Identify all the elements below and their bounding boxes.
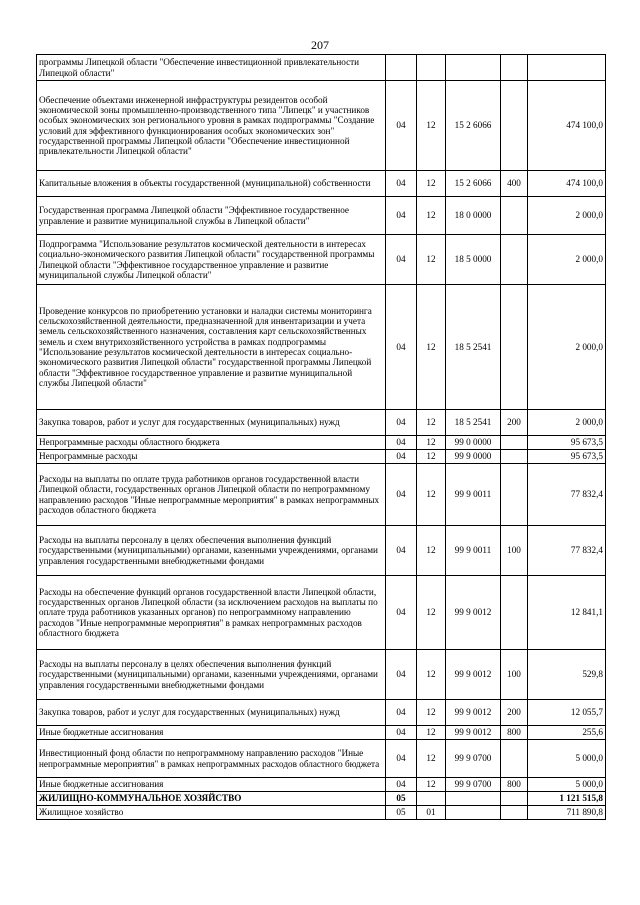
- subsection-code: 12: [417, 464, 446, 526]
- item-name: Непрограммные расходы областного бюджета: [37, 436, 386, 450]
- item-name: Жилищное хозяйство: [37, 806, 386, 820]
- amount: 1 121 515,8: [528, 792, 606, 806]
- subsection-code: 12: [417, 235, 446, 285]
- table-row: [37, 740, 606, 778]
- item-name: Закупка товаров, работ и услуг для государственных (муниципальных) нужд: [37, 410, 386, 436]
- expense-type-code: [501, 197, 528, 235]
- target-article-code: 99 9 0011: [446, 526, 501, 576]
- section-code: [386, 55, 417, 81]
- table-row: [37, 806, 606, 820]
- amount: 529,8: [528, 650, 606, 700]
- table-row: [37, 792, 606, 806]
- subsection-code: 12: [417, 650, 446, 700]
- expense-type-code: [501, 285, 528, 410]
- item-name: ЖИЛИЩНО-КОММУНАЛЬНОЕ ХОЗЯЙСТВО: [37, 792, 386, 806]
- amount: 711 890,8: [528, 806, 606, 820]
- item-name: программы Липецкой области "Обеспечение инвестиционной привлекательности Липецкой области": [37, 55, 386, 81]
- section-code: 04: [386, 576, 417, 650]
- section-code: 04: [386, 650, 417, 700]
- table-row: [37, 81, 606, 171]
- amount: 95 673,5: [528, 450, 606, 464]
- budget-table: [36, 54, 606, 820]
- amount: 5 000,0: [528, 778, 606, 792]
- target-article-code: 99 0 0000: [446, 436, 501, 450]
- target-article-code: 18 5 2541: [446, 285, 501, 410]
- subsection-code: [417, 55, 446, 81]
- expense-type-code: 100: [501, 650, 528, 700]
- amount: [528, 55, 606, 81]
- expense-type-code: [501, 235, 528, 285]
- expense-type-code: 200: [501, 700, 528, 726]
- budget-table-body: [37, 55, 606, 820]
- expense-type-code: [501, 81, 528, 171]
- amount: 95 673,5: [528, 436, 606, 450]
- expense-type-code: 800: [501, 778, 528, 792]
- target-article-code: 18 0 0000: [446, 197, 501, 235]
- item-name: Капитальные вложения в объекты государственной (муниципальной) собственности: [37, 171, 386, 197]
- subsection-code: 12: [417, 171, 446, 197]
- subsection-code: 12: [417, 450, 446, 464]
- target-article-code: 99 9 0012: [446, 576, 501, 650]
- subsection-code: 12: [417, 81, 446, 171]
- amount: 2 000,0: [528, 197, 606, 235]
- target-article-code: [446, 792, 501, 806]
- item-name: Закупка товаров, работ и услуг для государственных (муниципальных) нужд: [37, 700, 386, 726]
- subsection-code: 01: [417, 806, 446, 820]
- target-article-code: [446, 55, 501, 81]
- target-article-code: 15 2 6066: [446, 81, 501, 171]
- subsection-code: 12: [417, 410, 446, 436]
- section-code: 04: [386, 450, 417, 464]
- item-name: Государственная программа Липецкой области "Эффективное государственное управление и развитие муниципальной службы в Липецкой области": [37, 197, 386, 235]
- expense-type-code: [501, 436, 528, 450]
- table-row: [37, 285, 606, 410]
- table-row: [37, 778, 606, 792]
- item-name: Расходы на выплаты персоналу в целях обеспечения выполнения функций государственными (муниципальными) органами, казенными учреждениями, органами управления государственными внебюджетными фондами: [37, 526, 386, 576]
- expense-type-code: 800: [501, 726, 528, 740]
- target-article-code: 99 9 0012: [446, 650, 501, 700]
- target-article-code: 99 9 0011: [446, 464, 501, 526]
- table-row: [37, 55, 606, 81]
- expense-type-code: [501, 450, 528, 464]
- item-name: Иные бюджетные ассигнования: [37, 726, 386, 740]
- section-code: 04: [386, 410, 417, 436]
- item-name: Обеспечение объектами инженерной инфраструктуры резидентов особой экономической зоны промышленно-производственного типа "Липецк" и участников особых экономических зон регионального уровня в рамках подпрограммы "Создание условий для эффективного функционирования особых экономических зон" государственной программы Липецкой области "Обеспечение инвестиционной привлекательности Липецкой области": [37, 81, 386, 171]
- item-name: Инвестиционный фонд области по непрограммному направлению расходов "Иные непрограммные мероприятия" в рамках непрограммных расходов областного бюджета: [37, 740, 386, 778]
- amount: 77 832,4: [528, 464, 606, 526]
- table-row: [37, 171, 606, 197]
- subsection-code: 12: [417, 197, 446, 235]
- table-row: [37, 726, 606, 740]
- expense-type-code: [501, 464, 528, 526]
- subsection-code: 12: [417, 526, 446, 576]
- item-name: Расходы на выплаты по оплате труда работников органов государственной власти Липецкой области, государственных органов Липецкой области по непрограммному направлению расходов "Иные непрограммные мероприятия" в рамках непрограммных расходов областного бюджета: [37, 464, 386, 526]
- table-row: [37, 650, 606, 700]
- amount: 5 000,0: [528, 740, 606, 778]
- table-row: [37, 526, 606, 576]
- section-code: 04: [386, 197, 417, 235]
- amount: 12 841,1: [528, 576, 606, 650]
- section-code: 04: [386, 464, 417, 526]
- table-row: [37, 464, 606, 526]
- amount: 2 000,0: [528, 285, 606, 410]
- expense-type-code: [501, 740, 528, 778]
- table-row: [37, 700, 606, 726]
- expense-type-code: [501, 792, 528, 806]
- expense-type-code: [501, 806, 528, 820]
- section-code: 04: [386, 526, 417, 576]
- expense-type-code: 100: [501, 526, 528, 576]
- amount: 2 000,0: [528, 410, 606, 436]
- amount: 12 055,7: [528, 700, 606, 726]
- target-article-code: 99 9 0012: [446, 700, 501, 726]
- amount: 77 832,4: [528, 526, 606, 576]
- subsection-code: 12: [417, 778, 446, 792]
- subsection-code: 12: [417, 436, 446, 450]
- subsection-code: 12: [417, 576, 446, 650]
- target-article-code: 99 9 0700: [446, 778, 501, 792]
- subsection-code: [417, 792, 446, 806]
- item-name: Непрограммные расходы: [37, 450, 386, 464]
- section-code: 04: [386, 740, 417, 778]
- section-code: 04: [386, 81, 417, 171]
- expense-type-code: 200: [501, 410, 528, 436]
- section-code: 04: [386, 436, 417, 450]
- target-article-code: 15 2 6066: [446, 171, 501, 197]
- table-row: [37, 197, 606, 235]
- table-row: [37, 576, 606, 650]
- item-name: Подпрограмма "Использование результатов космической деятельности в интересах социально-экономического развития Липецкой области" государственной программы Липецкой области "Эффективное государственное управление и развитие муниципальной службы Липецкой области": [37, 235, 386, 285]
- subsection-code: 12: [417, 285, 446, 410]
- section-code: 04: [386, 700, 417, 726]
- table-row: [37, 436, 606, 450]
- target-article-code: 99 9 0700: [446, 740, 501, 778]
- item-name: Иные бюджетные ассигнования: [37, 778, 386, 792]
- section-code: 04: [386, 726, 417, 740]
- expense-type-code: [501, 576, 528, 650]
- expense-type-code: [501, 55, 528, 81]
- section-code: 04: [386, 285, 417, 410]
- subsection-code: 12: [417, 700, 446, 726]
- target-article-code: 18 5 0000: [446, 235, 501, 285]
- table-row: [37, 450, 606, 464]
- target-article-code: [446, 806, 501, 820]
- amount: 2 000,0: [528, 235, 606, 285]
- target-article-code: 99 9 0000: [446, 450, 501, 464]
- section-code: 05: [386, 792, 417, 806]
- table-row: [37, 235, 606, 285]
- page-number: 207: [311, 38, 329, 52]
- amount: 474 100,0: [528, 171, 606, 197]
- table-row: [37, 410, 606, 436]
- target-article-code: 18 5 2541: [446, 410, 501, 436]
- subsection-code: 12: [417, 740, 446, 778]
- item-name: Расходы на выплаты персоналу в целях обеспечения выполнения функций государственными (муниципальными) органами, казенными учреждениями, органами управления государственными внебюджетными фондами: [37, 650, 386, 700]
- amount: 255,6: [528, 726, 606, 740]
- section-code: 05: [386, 806, 417, 820]
- section-code: 04: [386, 171, 417, 197]
- section-code: 04: [386, 778, 417, 792]
- target-article-code: 99 9 0012: [446, 726, 501, 740]
- item-name: Расходы на обеспечение функций органов государственной власти Липецкой области, государственных органов Липецкой области (за исключением расходов на выплаты по оплате труда работников указанных органов) по непрограммному направлению расходов "Иные непрограммные мероприятия" в рамках непрограммных расходов областного бюджета: [37, 576, 386, 650]
- amount: 474 100,0: [528, 81, 606, 171]
- item-name: Проведение конкурсов по приобретению установки и наладки системы мониторинга сельскохозяйственной деятельности, предназначенной для инвентаризации и учета земель сельскохозяйственного назначения, составления карт сельскохозяйственных земель и схем внутрихозяйственного устройства в рамках подпрограммы "Использование результатов космической деятельности в интересах социально-экономического развития Липецкой области" государственной программы Липецкой области "Эффективное государственное управление и развитие муниципальной службы Липецкой области": [37, 285, 386, 410]
- section-code: 04: [386, 235, 417, 285]
- subsection-code: 12: [417, 726, 446, 740]
- expense-type-code: 400: [501, 171, 528, 197]
